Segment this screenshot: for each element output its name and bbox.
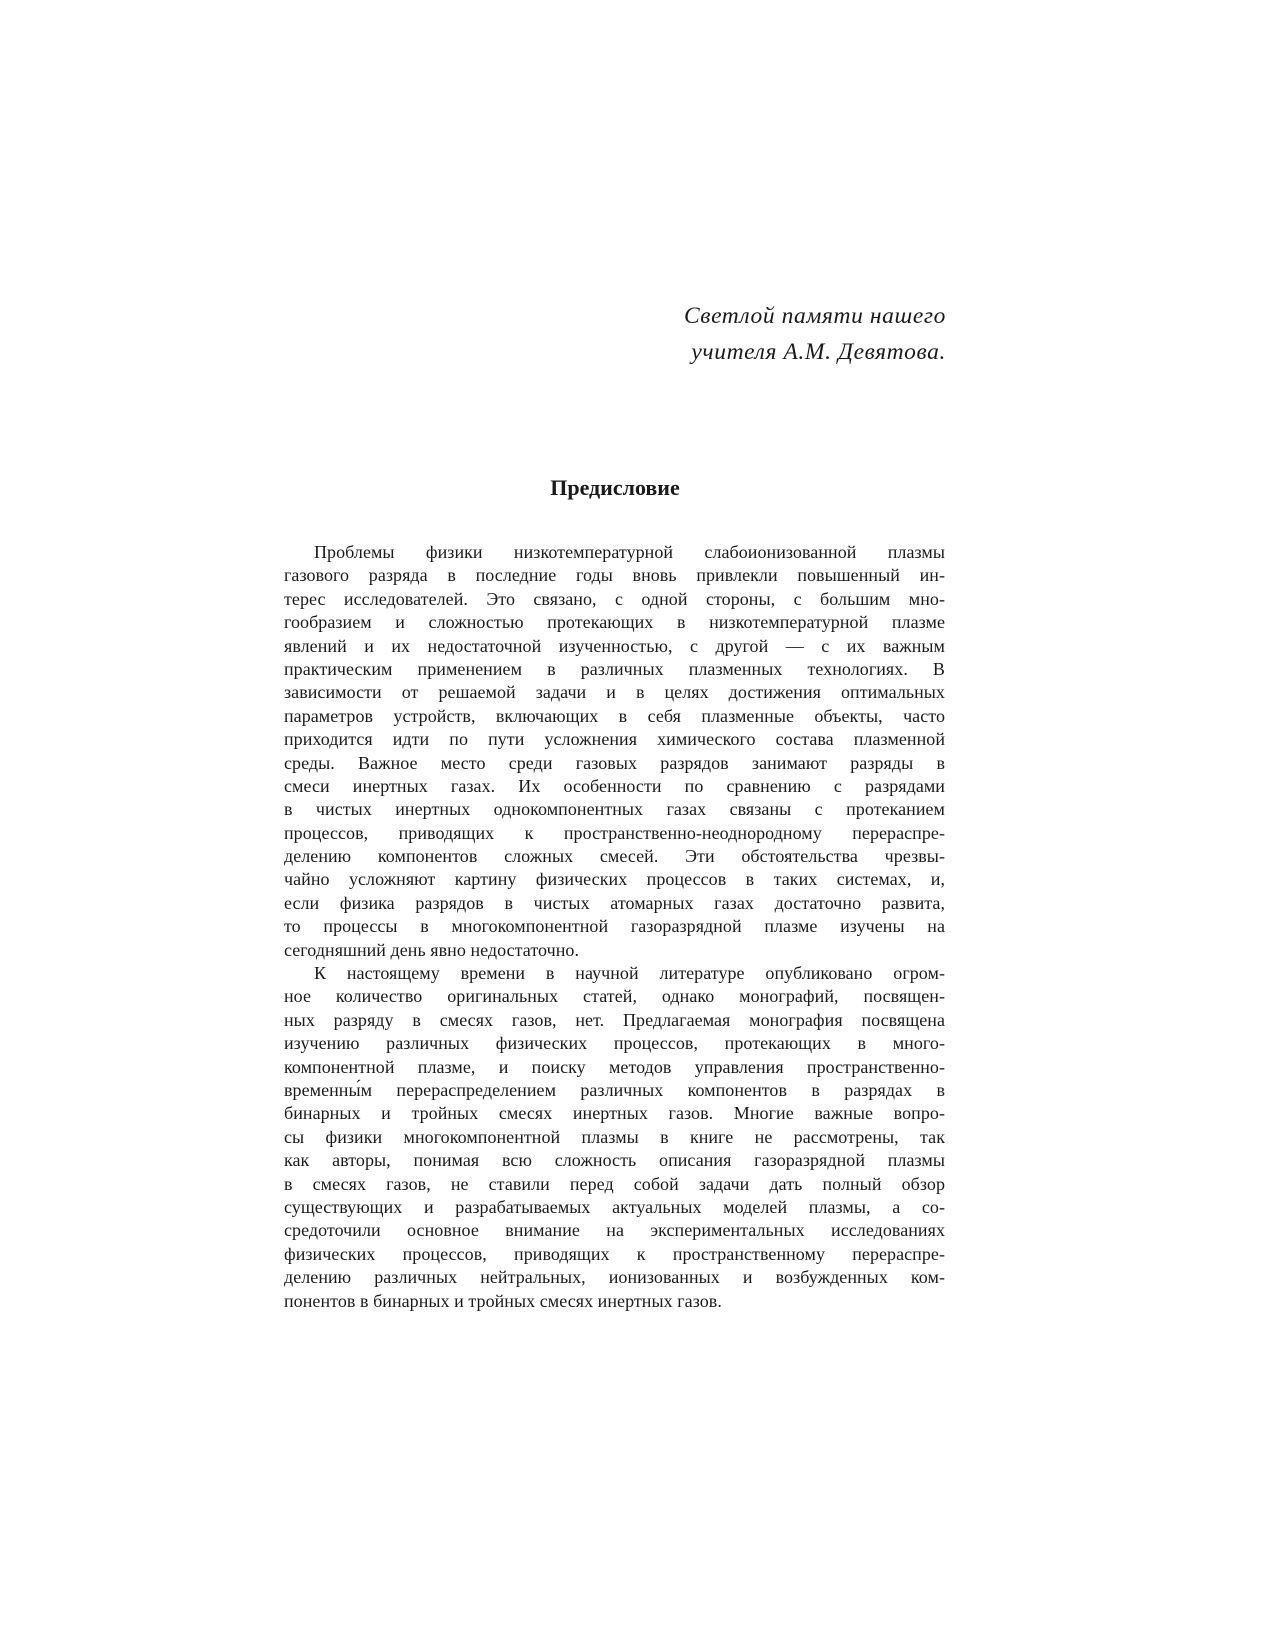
text-line: явлений и их недостаточной изученностью, с другой — с их важным — [284, 635, 945, 656]
text-line: средоточили основное внимание на экспериментальных исследованиях — [284, 1220, 945, 1241]
text-line: как авторы, понимая всю сложность описания газоразрядной плазмы — [284, 1150, 945, 1171]
text-line: приходится идти по пути усложнения химического состава плазменной — [284, 729, 945, 750]
paragraph-1 — [284, 541, 945, 962]
section-heading: Предисловие — [550, 475, 680, 500]
text-line: сегодняшний день явно недостаточно. — [284, 939, 580, 960]
text-line: газового разряда в последние годы вновь привлекли повышенный ин- — [284, 565, 945, 586]
preface-body — [284, 541, 945, 1313]
text-line: делению различных нейтральных, ионизованных и возбужденных ком- — [284, 1267, 945, 1288]
text-line: зависимости от решаемой задачи и в целях достижения оптимальных — [284, 682, 945, 703]
text-line: чайно усложняют картину физических процессов в таких системах, и, — [284, 869, 945, 890]
paragraph-2 — [284, 962, 945, 1313]
text-line: бинарных и тройных смесях инертных газов. Многие важные вопро- — [284, 1103, 945, 1124]
text-line: процессов, приводящих к пространственно-неоднородному перераспре- — [284, 822, 945, 843]
text-line: изучению различных физических процессов, протекающих в много- — [284, 1033, 945, 1054]
text-line: терес исследователей. Это связано, с одной стороны, с большим мно- — [284, 588, 945, 609]
text-line: существующих и разрабатываемых актуальных моделей плазмы, а со- — [284, 1196, 945, 1217]
text-line: физических процессов, приводящих к пространственному перераспре- — [284, 1243, 945, 1264]
text-line: то процессы в многокомпонентной газоразрядной плазме изучены на — [284, 916, 945, 937]
text-line: делению компонентов сложных смесей. Эти обстоятельства чрезвы- — [284, 846, 945, 867]
text-line: сы физики многокомпонентной плазмы в книге не рассмотрены, так — [284, 1126, 945, 1147]
text-line: К настоящему времени в научной литературе опубликовано огром- — [314, 963, 945, 984]
text-line: среды. Важное место среди газовых разрядов занимают разряды в — [284, 752, 945, 773]
text-line: ное количество оригинальных статей, однако монографий, посвящен- — [284, 986, 945, 1007]
dedication — [520, 298, 946, 370]
text-line: гообразием и сложностью протекающих в низкотемпературной плазме — [284, 612, 945, 633]
text-line: компонентной плазме, и поиску методов управления пространственно- — [284, 1056, 945, 1077]
text-line: если физика разрядов в чистых атомарных газах достаточно развита, — [284, 892, 945, 913]
text-line: Проблемы физики низкотемпературной слабоионизованной плазмы — [314, 542, 945, 562]
text-line: смеси инертных газах. Их особенности по сравнению с разрядами — [284, 775, 945, 796]
text-line: практическим применением в различных плазменных технологиях. В — [284, 658, 945, 679]
text-line: параметров устройств, включающих в себя плазменные объекты, часто — [284, 705, 945, 726]
text-line: временны́м перераспределением различных компонентов в разрядах в — [284, 1079, 945, 1100]
dedication-line-1: Светлой памяти нашего — [684, 303, 946, 329]
text-line: ных разряду в смесях газов, нет. Предлагаемая монография посвящена — [284, 1009, 945, 1030]
text-line: понентов в бинарных и тройных смесях инертных газов. — [284, 1290, 722, 1311]
text-line: в чистых инертных однокомпонентных газах связаны с протеканием — [284, 799, 945, 820]
dedication-line-2: учителя А.М. Девятова. — [691, 339, 946, 365]
text-line: в смесях газов, не ставили перед собой задачи дать полный обзор — [284, 1173, 945, 1194]
